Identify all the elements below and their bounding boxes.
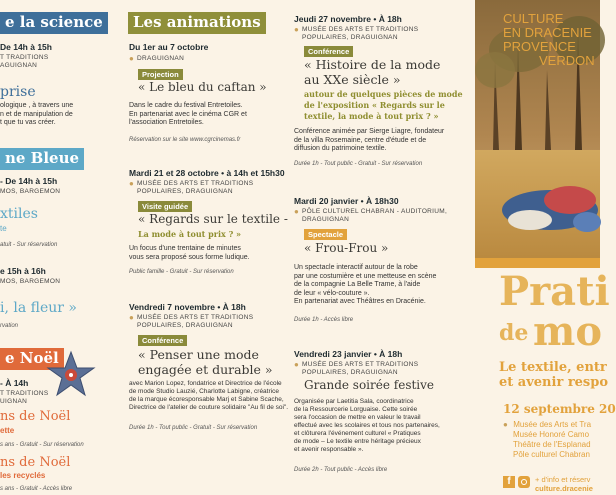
event-tag: Conférence: [304, 46, 353, 57]
event-date: Mardi 21 et 28 octobre • à 14h et 15h30: [129, 168, 285, 178]
event-tag: Spectacle: [304, 229, 347, 240]
event-description: Dans le cadre du festival Entretoiles. En partenariat avec le cinéma CGR et l'association Entretoiles.: [129, 102, 247, 126]
facebook-icon[interactable]: f: [503, 476, 515, 488]
event-description: Un spectacle interactif autour de la robe par une costumière et une metteuse en scène de la compagnie La Belle Trame, à l'aide de leur « vélo-couture ». En partenariat avec Théâtres en Dracénie.: [294, 264, 437, 305]
event-subtitle: de l'exposition « Regards sur le: [304, 100, 445, 110]
event-subtitle: ette: [0, 426, 15, 435]
instagram-icon[interactable]: [518, 476, 530, 488]
column-events: [290, 0, 472, 495]
event-subtitle: textile, la mode à tout prix ? »: [304, 111, 439, 121]
event-title: « Frou-Frou »: [304, 241, 389, 255]
section-title-noel: e Noël: [0, 348, 64, 370]
location-pin-icon: ●: [294, 360, 300, 369]
event-title: prise: [0, 84, 36, 100]
event-meta: Durée 1h - Tout public - Gratuit - Sur réservation: [129, 425, 258, 431]
event-date: Vendredi 23 janvier • À 18h: [294, 349, 403, 359]
event-location: ● MUSÉE DES ARTS ET TRADITIONS POPULAIRES, DRAGUIGNAN: [294, 360, 419, 376]
event-subtitle: te: [0, 224, 7, 233]
event-meta: Durée 2h - Tout public - Accès libre: [294, 467, 388, 473]
event-title: « Regards sur le textile -: [138, 212, 288, 226]
cover-subtitle: Le textile, entr et avenir respo: [499, 360, 609, 390]
location-pin-icon: ●: [129, 54, 135, 63]
location-pin-icon: ●: [294, 207, 300, 216]
event-date: - De 14h à 15h: [0, 176, 58, 186]
cover-title-de: de: [499, 320, 529, 346]
event-meta: s ans - Gratuit - Sur réservation: [0, 442, 84, 448]
location-pin-icon: ●: [129, 179, 135, 188]
event-location: T TRADITIONS AGUIGNAN: [0, 54, 49, 69]
info-link[interactable]: + d'info et réserv culture.dracenie: [535, 475, 593, 493]
cover-panel: [475, 0, 616, 495]
event-meta: Réservation sur le site www.cgrcinemas.fr: [129, 137, 241, 143]
event-description: avec Marion Lopez, fondatrice et Directrice de l'école de mode Studio Lauzié, Charlotte Labigne, créatrice de la marque écoresponsable Marj et Sabine Scache, Directrice de l'atelier de couture solidaire "Au fil de soi".: [129, 380, 289, 411]
venue-list: ● Musée des Arts et Tra Musée Honoré Camo Théâtre de l'Esplanad Pôle culturel Chabran: [503, 420, 592, 459]
event-meta: Durée 1h - Accès libre: [294, 317, 354, 323]
section-title-animations: Les animations: [128, 12, 266, 34]
event-date: De 14h à 15h: [0, 42, 52, 52]
event-tag: Conférence: [138, 335, 187, 346]
event-date: e 15h à 16h: [0, 266, 46, 276]
brand-logo: CULTURE EN DRACENIE PROVENCE VERDON: [503, 11, 595, 68]
event-date: - À 14h: [0, 378, 29, 388]
event-location: MOS, BARGEMON: [0, 188, 61, 195]
event-date: Mardi 20 janvier • À 18h30: [294, 196, 399, 206]
event-title: « Le bleu du caftan »: [138, 80, 267, 94]
location-pin-icon: ●: [503, 420, 508, 429]
cover-title: Prati: [499, 268, 610, 315]
event-title: au XXe siècle »: [304, 72, 401, 87]
event-description: Conférence animée par Sierge Liagre, fondateur de la villa Rosemaine, centre d'étude et de diffusion du patrimoine textile.: [294, 128, 445, 152]
event-title: Grande soirée festive: [304, 378, 435, 392]
event-title: ns de Noël: [0, 409, 71, 424]
event-subtitle: les recyclés: [0, 471, 46, 480]
event-location: ● MUSÉE DES ARTS ET TRADITIONS POPULAIRES, DRAGUIGNAN: [294, 25, 419, 41]
event-meta: Public famille - Gratuit - Sur réservation: [129, 269, 234, 275]
event-location: ● MUSÉE DES ARTS ET TRADITIONS POPULAIRES, DRAGUIGNAN: [129, 313, 254, 329]
star-ornament-icon: [46, 350, 96, 400]
section-title-bleue: ne Bleue: [0, 148, 84, 170]
section-title-science: e la science: [0, 12, 108, 34]
event-location: ● MUSÉE DES ARTS ET TRADITIONS POPULAIRES, DRAGUIGNAN: [129, 179, 254, 195]
column-left: [0, 0, 112, 495]
event-description: Organisée par Laetitia Sala, coordinatrice de la Ressourcerie Lorguaise. Cette soirée sera l'occasion de mettre en valeur le travail effectué avec les scolaires et tous nos partenaires, et clôturera l'événement culturel « Pratiques de mode – Le textile entre héritage précieux et avenir responsable ».: [294, 398, 440, 453]
event-title: « Penser une mode: [138, 347, 259, 362]
event-location: MOS, BARGEMON: [0, 278, 61, 285]
event-subtitle: La mode à tout prix ? »: [138, 229, 242, 239]
event-date: Vendredi 7 novembre • À 18h: [129, 302, 246, 312]
cover-date: 12 septembre 20: [503, 402, 616, 416]
event-tag: Projection: [138, 69, 183, 80]
event-tag: Visite guidée: [138, 201, 192, 212]
event-location: ● DRAGUIGNAN: [129, 54, 185, 63]
event-title: engagée et durable »: [138, 362, 273, 377]
event-meta: Durée 1h - Tout public - Gratuit - Sur réservation: [294, 161, 423, 167]
event-location: ● PÔLE CULTUREL CHABRAN - AUDITORIUM, DRAGUIGNAN: [294, 207, 448, 223]
location-pin-icon: ●: [129, 313, 135, 322]
event-description: ologique , à travers une n et de manipulation de t que tu vas créer.: [0, 102, 74, 126]
event-subtitle: autour de quelques pièces de mode: [304, 89, 463, 99]
event-meta: s ans - Gratuit - Accès libre: [0, 486, 73, 492]
event-date: Jeudi 27 novembre • À 18h: [294, 14, 402, 24]
location-pin-icon: ●: [294, 25, 300, 34]
event-location: T TRADITIONS UIGNAN: [0, 390, 49, 405]
event-title: « Histoire de la mode: [304, 57, 441, 72]
event-title: xtiles: [0, 206, 38, 222]
event-description: Un focus d'une trentaine de minutes vous sera proposé sous forme ludique.: [129, 245, 250, 261]
column-animations: [120, 0, 288, 495]
cover-title-mode: mo: [533, 308, 603, 355]
event-meta: atuit - Sur réservation: [0, 242, 58, 248]
event-title: i, la fleur »: [0, 300, 77, 316]
event-meta: rvation: [0, 323, 19, 329]
event-date: Du 1er au 7 octobre: [129, 42, 209, 52]
event-title: ns de Noël: [0, 455, 71, 470]
